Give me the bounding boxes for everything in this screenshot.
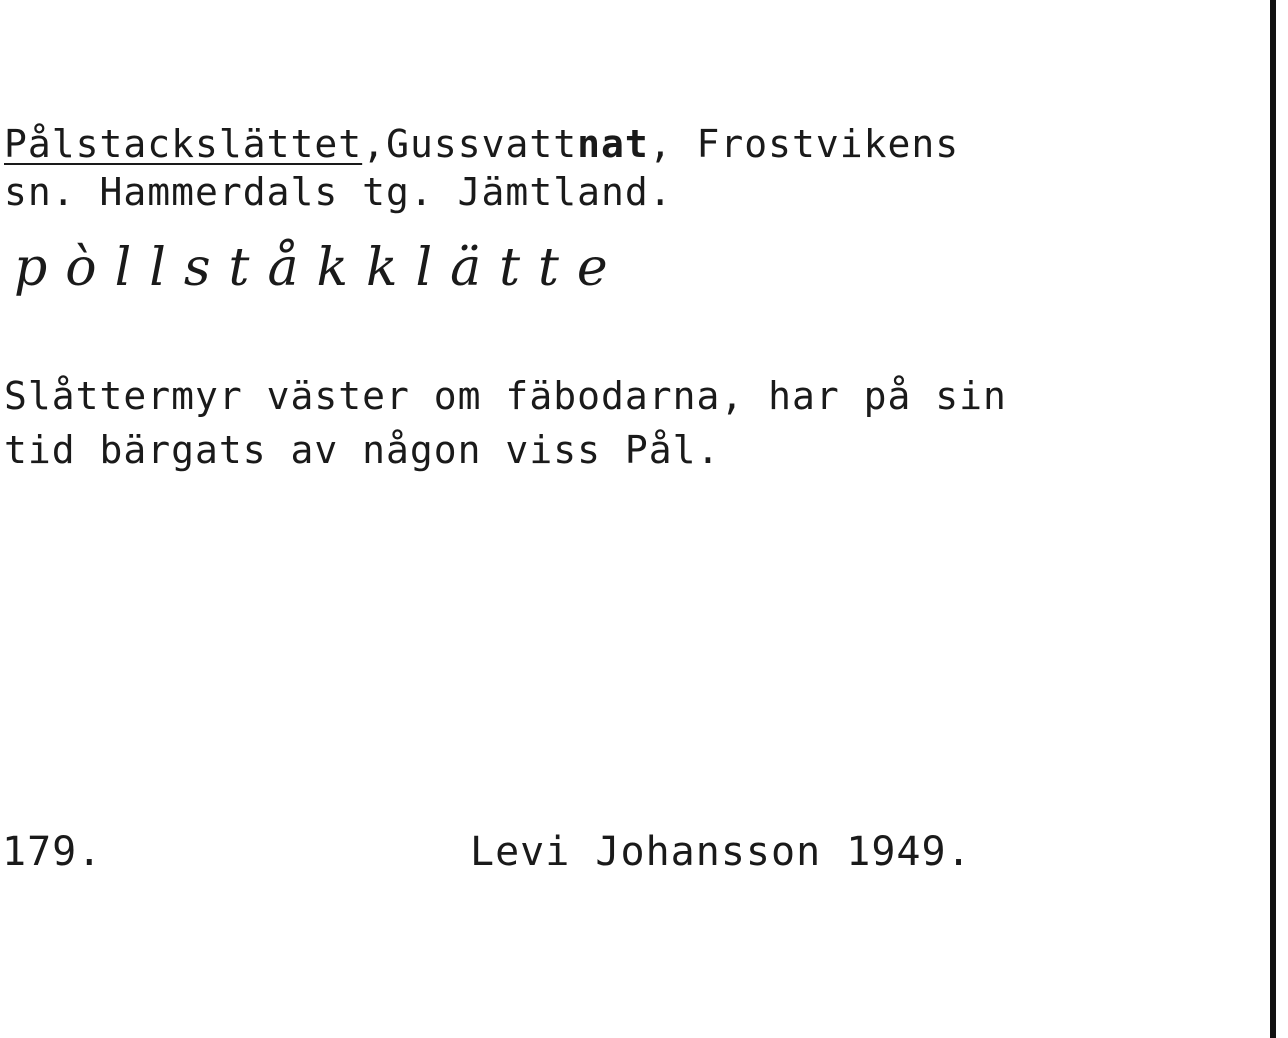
collector-signature: Levi Johansson 1949. <box>470 829 972 875</box>
card-number: 179. <box>2 829 103 875</box>
heading-comma: , <box>362 122 387 166</box>
card-edge-border <box>1270 0 1276 1038</box>
description-line-2: tid bärgats av någon viss Pål. <box>4 428 721 472</box>
handwritten-pronunciation: pòllståkklätte <box>14 238 626 298</box>
description-line-1: Slåttermyr väster om fäbodarna, har på sin <box>4 374 1007 418</box>
location-overstrike: nat <box>577 122 649 166</box>
location-part-a: Gussvatt <box>386 122 578 166</box>
location-part-b: , Frostvikens <box>648 122 960 166</box>
place-name: Pålstackslättet <box>4 122 363 166</box>
heading-line-2: sn. Hammerdals tg. Jämtland. <box>4 170 673 214</box>
heading-line-1 <box>4 122 959 166</box>
